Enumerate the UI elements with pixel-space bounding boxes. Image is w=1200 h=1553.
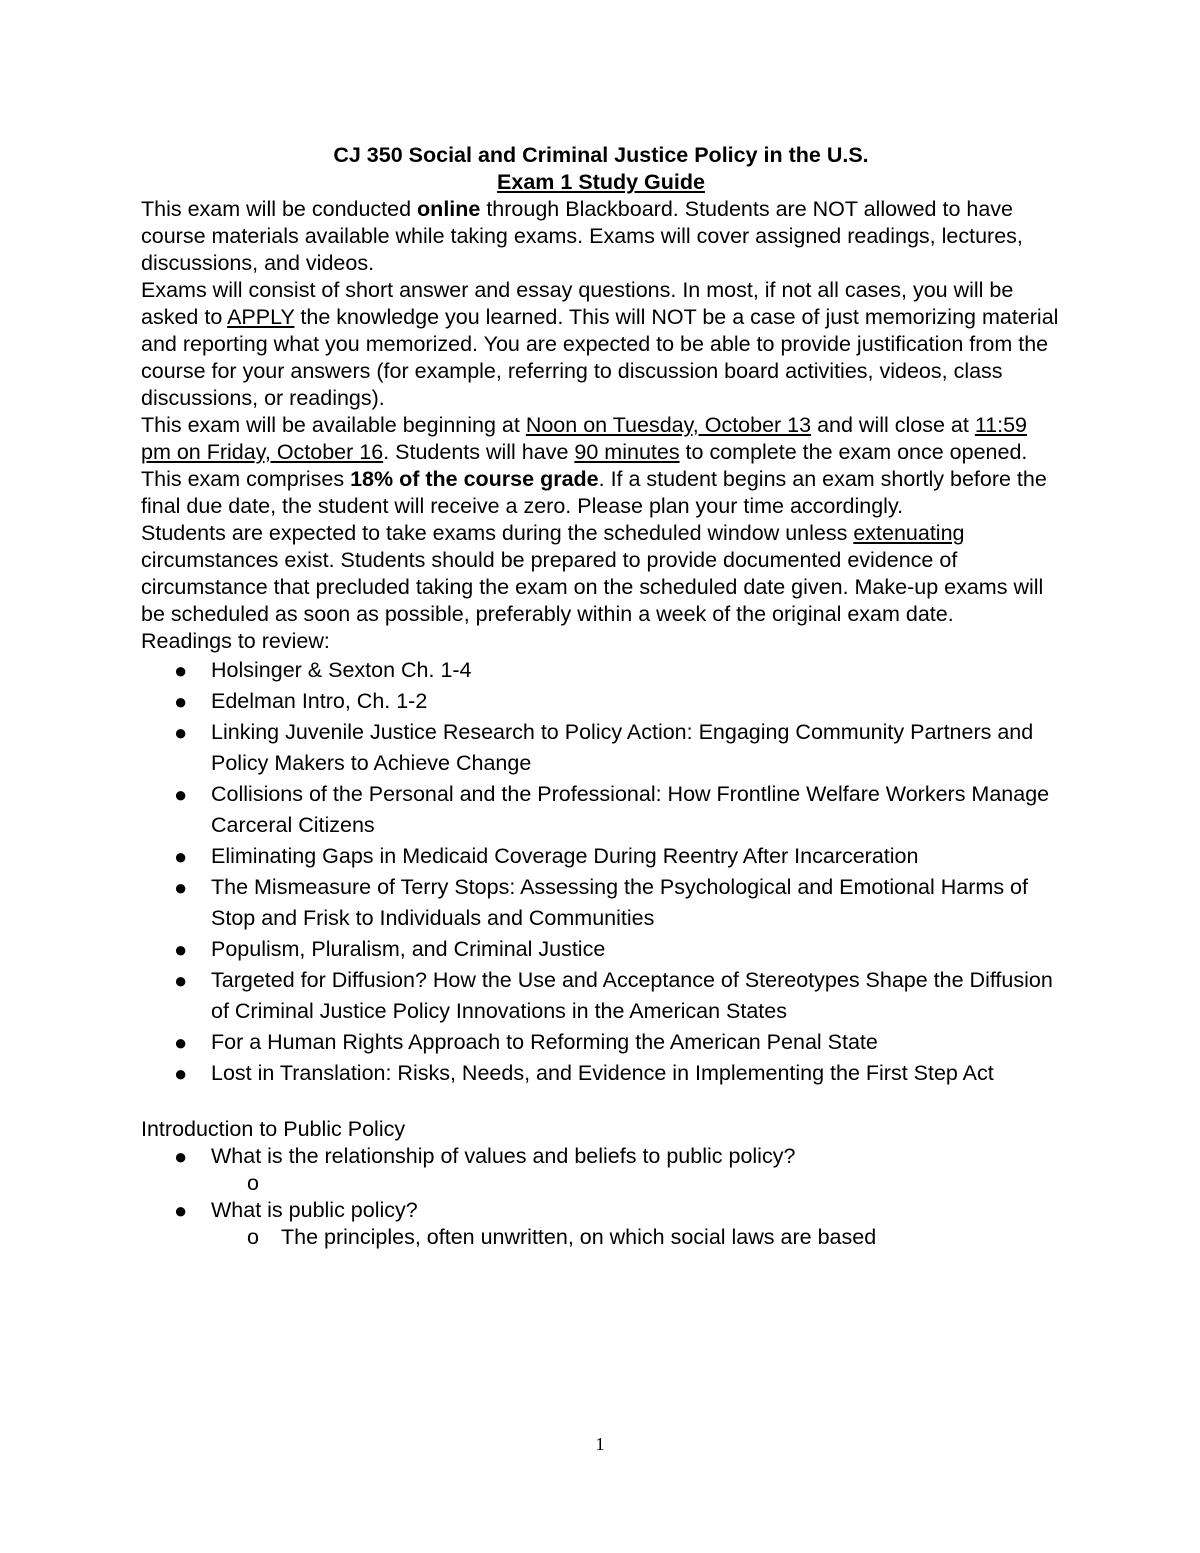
answer-item bbox=[141, 1170, 1061, 1197]
spacer bbox=[141, 1089, 1061, 1116]
readings-list bbox=[141, 655, 1061, 1089]
page-number: 1 bbox=[595, 1434, 605, 1454]
document-body bbox=[141, 142, 1061, 1251]
bullet-icon: ● bbox=[174, 844, 188, 869]
sub-bullet-icon: o bbox=[247, 1225, 259, 1249]
list-item: ● Lost in Translation: Risks, Needs, and Evidence in Implementing the First Step Act bbox=[141, 1058, 1061, 1089]
answer-item: o The principles, often unwritten, on which social laws are based bbox=[247, 1225, 877, 1249]
paragraph-exam-questions: Exams will consist of short answer and essay questions. In most, if not all cases, you will be asked to APPLY the knowledge you learned. This will NOT be a case of just memorizing material and reporting what you memorized. You are expected to be able to provide justification from the course for your answers (for example, referring to discussion board activities, videos, class discussions, or readings). bbox=[141, 278, 1059, 410]
readings-heading: Readings to review: bbox=[141, 629, 330, 653]
list-item: ● Holsinger & Sexton Ch. 1-4 bbox=[141, 655, 1061, 686]
paragraph-exam-format: This exam will be conducted online through Blackboard. Students are NOT allowed to have course materials available while taking exams. Exams will cover assigned readings, lectures, discussions, and videos. bbox=[141, 197, 1023, 275]
bullet-icon: ● bbox=[174, 1198, 188, 1223]
section-heading: Introduction to Public Policy bbox=[141, 1117, 406, 1141]
answer-list bbox=[141, 1170, 1061, 1197]
sub-bullet-icon: o bbox=[247, 1171, 259, 1195]
list-item: ● Populism, Pluralism, and Criminal Justice bbox=[141, 934, 1061, 965]
questions-list bbox=[141, 1143, 1061, 1251]
answer-list bbox=[141, 1224, 1061, 1251]
list-item: ● The Mismeasure of Terry Stops: Assessing the Psychological and Emotional Harms of Stop and Frisk to Individuals and Communities bbox=[141, 872, 1061, 934]
list-item: ● Collisions of the Personal and the Professional: How Frontline Welfare Workers Manage Carceral Citizens bbox=[141, 779, 1061, 841]
bullet-icon: ● bbox=[174, 875, 188, 900]
question-item: ● What is the relationship of values and beliefs to public policy? o bbox=[141, 1143, 1061, 1197]
list-item: ● Targeted for Diffusion? How the Use and Acceptance of Stereotypes Shape the Diffusion of Criminal Justice Policy Innovations in the American States bbox=[141, 965, 1061, 1027]
bullet-icon: ● bbox=[174, 937, 188, 962]
list-item: ● For a Human Rights Approach to Reforming the American Penal State bbox=[141, 1027, 1061, 1058]
question-item: ● What is public policy? o The principles, often unwritten, on which social laws are based bbox=[141, 1197, 1061, 1251]
list-item: ● Edelman Intro, Ch. 1-2 bbox=[141, 686, 1061, 717]
bullet-icon: ● bbox=[174, 782, 188, 807]
bullet-icon: ● bbox=[174, 720, 188, 745]
bullet-icon: ● bbox=[174, 689, 188, 714]
bullet-icon: ● bbox=[174, 658, 188, 683]
list-item: ● Linking Juvenile Justice Research to Policy Action: Engaging Community Partners and Policy Makers to Achieve Change bbox=[141, 717, 1061, 779]
bullet-icon: ● bbox=[174, 1144, 188, 1169]
bullet-icon: ● bbox=[174, 1061, 188, 1086]
document-subtitle: Exam 1 Study Guide bbox=[497, 170, 705, 194]
paragraph-makeup-exams: Students are expected to take exams during the scheduled window unless extenuating circumstances exist. Students should be prepared to provide documented evidence of circumstance that precluded taking the exam on the scheduled date given. Make-up exams will be scheduled as soon as possible, preferably within a week of the original exam date. bbox=[141, 521, 1044, 626]
bullet-icon: ● bbox=[174, 968, 188, 993]
paragraph-exam-availability: This exam will be available beginning at Noon on Tuesday, October 13 and will close at 11:59 pm on Friday, October 16. Students will have 90 minutes to complete the exam once opened. This exam comprises 18% of the course grade. If a student begins an exam shortly before the final due date, the student will receive a zero. Please plan your time accordingly. bbox=[141, 413, 1047, 518]
bullet-icon: ● bbox=[174, 1030, 188, 1055]
list-item: ● Eliminating Gaps in Medicaid Coverage During Reentry After Incarceration bbox=[141, 841, 1061, 872]
document-title: CJ 350 Social and Criminal Justice Policy in the U.S. bbox=[333, 143, 869, 167]
